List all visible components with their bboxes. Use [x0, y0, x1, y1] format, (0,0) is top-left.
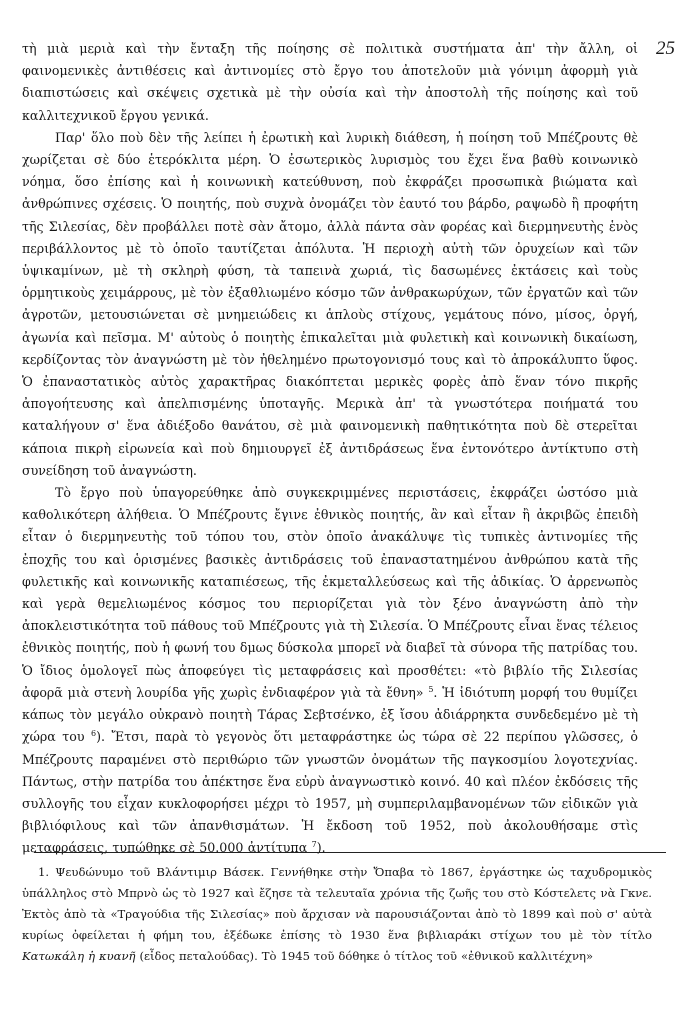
paragraph-3-part-a: Τὸ ἔργο ποὺ ὑπαγορεύθηκε ἀπὸ συγκεκριμμένες περιστάσεις, ἐκφράζει ὡστόσο μιὰ καθολικότερη ἀλήθεια. Ὁ Μπέζρουτς ἔγινε ἐθνικὸς ποιητής, ἂν καὶ εἶταν ἢ ἀκριβῶς ἐπειδὴ εἶταν ὁ διερμηνευτὴς τοῦ τόπου του, στὸν ὁποῖο ἀνακάλυψε τὶς τυπικὲς ἀντινομίες τῆς ἐποχῆς του καὶ ὁρισμένες βασικὲς ἀντιδράσεις τοῦ ἐπαναστατημένου ἀνθρώπου κατὰ τῆς φυλετικῆς καὶ κοινωνικῆς καταπιέσεως, τῆς ἐκμεταλλεύσεως καὶ τῆς ἀδικίας. Ὁ ἀρρενωπὸς καὶ γερὰ θεμελιωμένος κόσμος του περιορίζεται γιὰ τὸν ξένο ἀναγνώστη ἀπὸ τὴν ἀποκλειστικότητα τοῦ πάθους τοῦ Μπέζρουτς γιὰ τὴ Σιλεσία. Ὁ Μπέζρουτς εἶναι ἕνας τέλειος ἐθνικὸς ποιητής, ποὺ ἡ φωνή του δμως δύσκολα μπορεῖ νὰ διαβεῖ τὰ σύνορα τῆς πατρίδας του. Ὁ ἴδιος ὁμολογεῖ πὼς ἀποφεύγει τὶς μεταφράσεις καὶ προσθέτει: «τὸ βιβλίο τῆς Σιλεσίας ἀφορᾶ μιὰ στενὴ λουρίδα γῆς χωρὶς ἐνδιαφέρον γιὰ τὰ ἔθνη»: [22, 485, 638, 700]
paragraph-2: Παρ' ὅλο ποὺ δὲν τῆς λείπει ἡ ἐρωτικὴ καὶ λυρικὴ διάθεση, ἡ ποίηση τοῦ Μπέζρουτς θὲ χωρίζεται σὲ δύο ἑτερόκλιτα μέρη. Ὁ ἐσωτερικὸς λυρισμὸς του ἔχει ἕνα βαθὺ κοινωνικὸ νόημα, ὅσο ἐπίσης καὶ ἡ κοινωνικὴ κατεύθυνση, ποὺ ἐκφράζει προσωπικὰ βιώματα καὶ ἀνθρώπινες σχέσεις. Ὁ ποιητής, ποὺ συχνὰ ὀνομάζει τὸν ἑαυτό του βάρδο, ραψωδὸ ἢ προφήτη τῆς Σιλεσίας, δὲν προβάλλει ποτὲ σὰν ἄτομο, ἀλλὰ πάντα σὰν φορέας καὶ διερμηνευτὴς ἑνὸς περιβάλλοντος μὲ τὸ ὁποῖο ταυτίζεται ἀπόλυτα. Ἡ περιοχὴ αὐτὴ τῶν ὀρυχείων καὶ τῶν ὑψικαμίνων, μὲ τὴ σκληρὴ φύση, τὰ ταπεινὰ χωριά, τὶς δασωμένες ἐκτάσεις καὶ τοὺς ὁρμητικοὺς χειμάρρους, μὲ τὸν ἐξαθλιωμένο κόσμο τῶν ἀνθρακωρύχων, τῶν ἐργατῶν καὶ τῶν ἀγροτῶν, μετουσιώνεται σὲ μνημειώδεις κι ἁπλοὺς στίχους, γεμάτους πόνο, μίσος, ὀργή, ἀγωνία καὶ πεῖσμα. Μ' αὐτοὺς ὁ ποιητὴς ἐπικαλεῖται μιὰ φυλετικὴ καὶ κοινωνικὴ δικαίωση, κερδίζοντας τὸν ἀναγνώστη μὲ τὸν ἠθελημένο πρωτογονισμό τους καὶ τὸ ἀπροκάλυπτο ὕφος. Ὁ ἐπαναστατικὸς αὐτὸς χαρακτῆρας διακόπτεται μερικὲς φορὲς ἀπὸ ἕναν τόνο πικρῆς ἀπογοήτευσης καὶ ἀπελπισμένης ὑποταγῆς. Μερικὰ ἀπ' τὰ γνωστότερα ποιήματά του καταλήγουν σ' ἕνα ἀδιέξοδο θανάτου, σὲ μιὰ φαινομενικὴ παθητικότητα ποὺ δὲ στερεῖται κάποια πικρὴ εἰρωνεία καὶ ποὺ δημιουργεῖ ἐξ ἀντιδράσεως ἕνα ἐντονότερο ἀντίκτυπο στὴ συνείδηση τοῦ ἀναγνώστη.: [22, 129, 638, 478]
footnote-ref-7: 7: [311, 840, 317, 850]
footnote-ref-6: 6: [91, 729, 97, 739]
paragraph-3-part-d: ).: [316, 840, 326, 856]
footnote-text: Ψευδώνυμο τοῦ Βλάντιμιρ Βάσεκ. Γεννήθηκε στὴν Ὄπαβα τὸ 1867, ἐργάστηκε ὡς ταχυδρομικὸς ὑπάλληλος στὸ Μπρνὸ ὡς τὸ 1927 καὶ ἔζησε τὰ τελευταῖα χρόνια τῆς ζωῆς του στὸ Κόστελετς νὰ Γκνε. Ἐκτὸς ἀπὸ τὰ «Τραγούδια τῆς Σιλεσίας» ποὺ ἄρχισαν νὰ παρουσιάζονται ἀπὸ τὸ 1899 καὶ ποὺ σ' αὐτὰ κυρίως ὀφείλεται ἡ φήμη του, ἐξέδωκε ἐπίσης τὸ 1930 ἕνα βιβλιαράκι στίχων του μὲ τὸν τίτλο: [22, 865, 652, 942]
footnote-title: Κατωκάλη ἡ κυανῆ: [22, 949, 136, 963]
footnote-text-end: (εἶδος πεταλούδας). Τὸ 1945 τοῦ δόθηκε ὁ τίτλος τοῦ «ἐθνικοῦ καλλιτέχνη»: [139, 949, 594, 963]
paragraph-1: τὴ μιὰ μεριὰ καὶ τὴν ἔνταξη τῆς ποίησης σὲ πολιτικὰ συστήματα ἀπ' τὴν ἄλλη, οἱ φαινομενικὲς ἀντιθέσεις καὶ ἀντινομίες στὸ ἔργο του ἀποτελοῦν μιὰ γόνιμη ἀφορμὴ γιὰ διαπιστώσεις καὶ σκέψεις σχετικὰ μὲ τὴν οὐσία καὶ τὴν ἀποστολὴ τῆς ποίησης καὶ τοῦ καλλιτεχνικοῦ ἔργου γενικά.: [22, 41, 638, 123]
paragraph-3-part-b: . Ἡ ἰδιότυπη μορφή του θυμίζει κάπως τὸν μεγάλο οὐκρανὸ ποιητὴ Τάρας Σεβτσένκο, ἐξ ἴσου ἀδιάρρηκτα συνδεδεμένο μὲ τὴ χώρα του: [22, 684, 638, 745]
page-number: 25: [656, 38, 675, 59]
footnote-divider: [34, 852, 666, 853]
footnote: [22, 862, 652, 967]
main-text: [22, 38, 638, 860]
footnote-ref-5: 5: [428, 684, 434, 694]
paragraph-3-part-c: ). Ἔτσι, παρὰ τὸ γεγονὸς ὅτι μεταφράστηκε ὡς τώρα σὲ 22 περίπου γλῶσσες, ὁ Μπέζρουτς παραμένει στὸ περιθώριο τῶν γνωστῶν ὀνομάτων τῆς παγκοσμίου λογοτεχνίας. Πάντως, στὴν πατρίδα του ἀπέκτησε ἕνα εὐρὺ ἀναγνωστικὸ κοινό. 40 καὶ πλέον ἐκδόσεις τῆς συλλογῆς του εἶχαν κυκλοφορήσει μέχρι τὸ 1957, μὴ συμπεριλαμβανομένων τῶν εἰδικῶν γιὰ βιβλιόφιλους καὶ τῶν ἀπανθισμάτων. Ἡ ἔκδοση τοῦ 1952, ποὺ ἀκολουθήσαμε στὶς μεταφράσεις, τυπώθηκε σὲ 50.000 ἀντίτυπα: [22, 729, 639, 856]
footnote-marker: 1.: [38, 865, 50, 879]
footnote-1: [22, 862, 652, 967]
paragraph-3: [22, 482, 638, 859]
